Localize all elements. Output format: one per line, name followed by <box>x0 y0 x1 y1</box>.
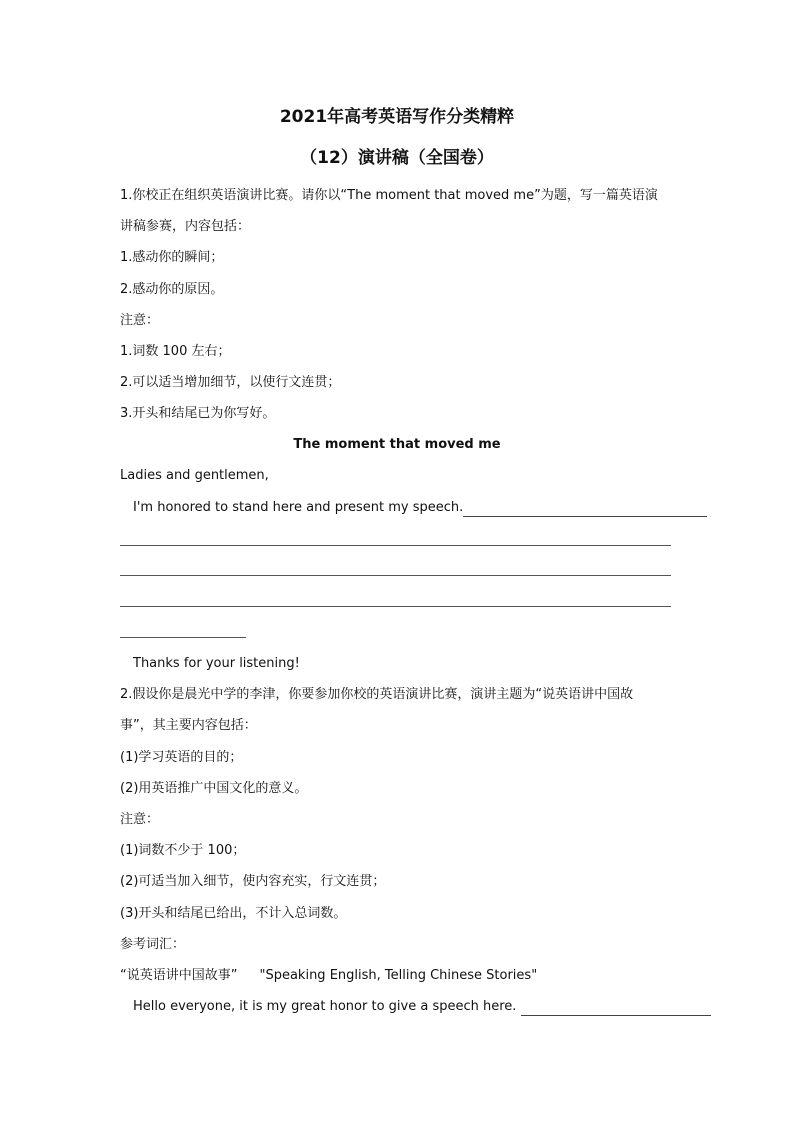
q1-answer-blank-inline[interactable] <box>463 502 707 517</box>
q2-note-2: (2)可适当加入细节，使内容充实，行文连贯； <box>120 874 386 889</box>
q1-opening-text: I'm honored to stand here and present my speech. <box>133 500 464 515</box>
q2-point-2: (2)用英语推广中国文化的意义。 <box>120 781 308 796</box>
q1-greeting: Ladies and gentlemen, <box>120 468 269 483</box>
q2-vocab-english: "Speaking English, Telling Chinese Stories" <box>259 968 538 983</box>
document-title: 2021年高考英语写作分类精粹 <box>279 107 515 127</box>
q1-closing: Thanks for your listening! <box>133 656 300 671</box>
q1-note-3: 3.开头和结尾已为你写好。 <box>120 406 276 421</box>
document-subtitle: （12）演讲稿（全国卷） <box>300 148 494 168</box>
q1-opening-line <box>133 499 707 517</box>
q2-note-1: (1)词数不少于 100； <box>120 843 246 858</box>
q2-vocab-label: 参考词汇： <box>120 937 186 952</box>
q2-prompt-line1: 2.假设你是晨光中学的李津，你要参加你校的英语演讲比赛，演讲主题为“说英语讲中国故 <box>120 687 634 702</box>
q1-prompt-line2: 讲稿参赛，内容包括： <box>120 219 251 234</box>
q2-note-3: (3)开头和结尾已给出，不计入总词数。 <box>120 906 347 921</box>
q1-answer-line-1[interactable] <box>120 545 671 546</box>
q1-answer-line-4[interactable] <box>120 637 246 638</box>
q1-notice-label: 注意： <box>120 313 160 328</box>
q1-speech-title: The moment that moved me <box>293 437 501 452</box>
q1-answer-line-2[interactable] <box>120 575 671 576</box>
q2-answer-blank-inline[interactable] <box>521 1001 711 1016</box>
q2-opening-line <box>133 998 711 1016</box>
q2-vocab-entry <box>120 967 537 985</box>
q1-answer-line-3[interactable] <box>120 606 671 607</box>
q1-point-2: 2.感动你的原因。 <box>120 282 224 297</box>
q2-vocab-chinese: “说英语讲中国故事” <box>120 968 238 983</box>
q1-note-1: 1.词数 100 左右； <box>120 344 231 359</box>
q2-prompt-line2: 事”，其主要内容包括： <box>120 718 257 733</box>
q2-opening-text: Hello everyone, it is my great honor to give a speech here. <box>133 999 517 1014</box>
q2-notice-label: 注意： <box>120 812 160 827</box>
q1-note-2: 2.可以适当增加细节，以使行文连贯； <box>120 375 341 390</box>
q1-prompt-line1: 1.你校正在组织英语演讲比赛。请你以“The moment that moved me”为题，写一篇英语演 <box>120 188 658 203</box>
q1-point-1: 1.感动你的瞬间； <box>120 250 224 265</box>
q2-point-1: (1)学习英语的目的； <box>120 750 243 765</box>
